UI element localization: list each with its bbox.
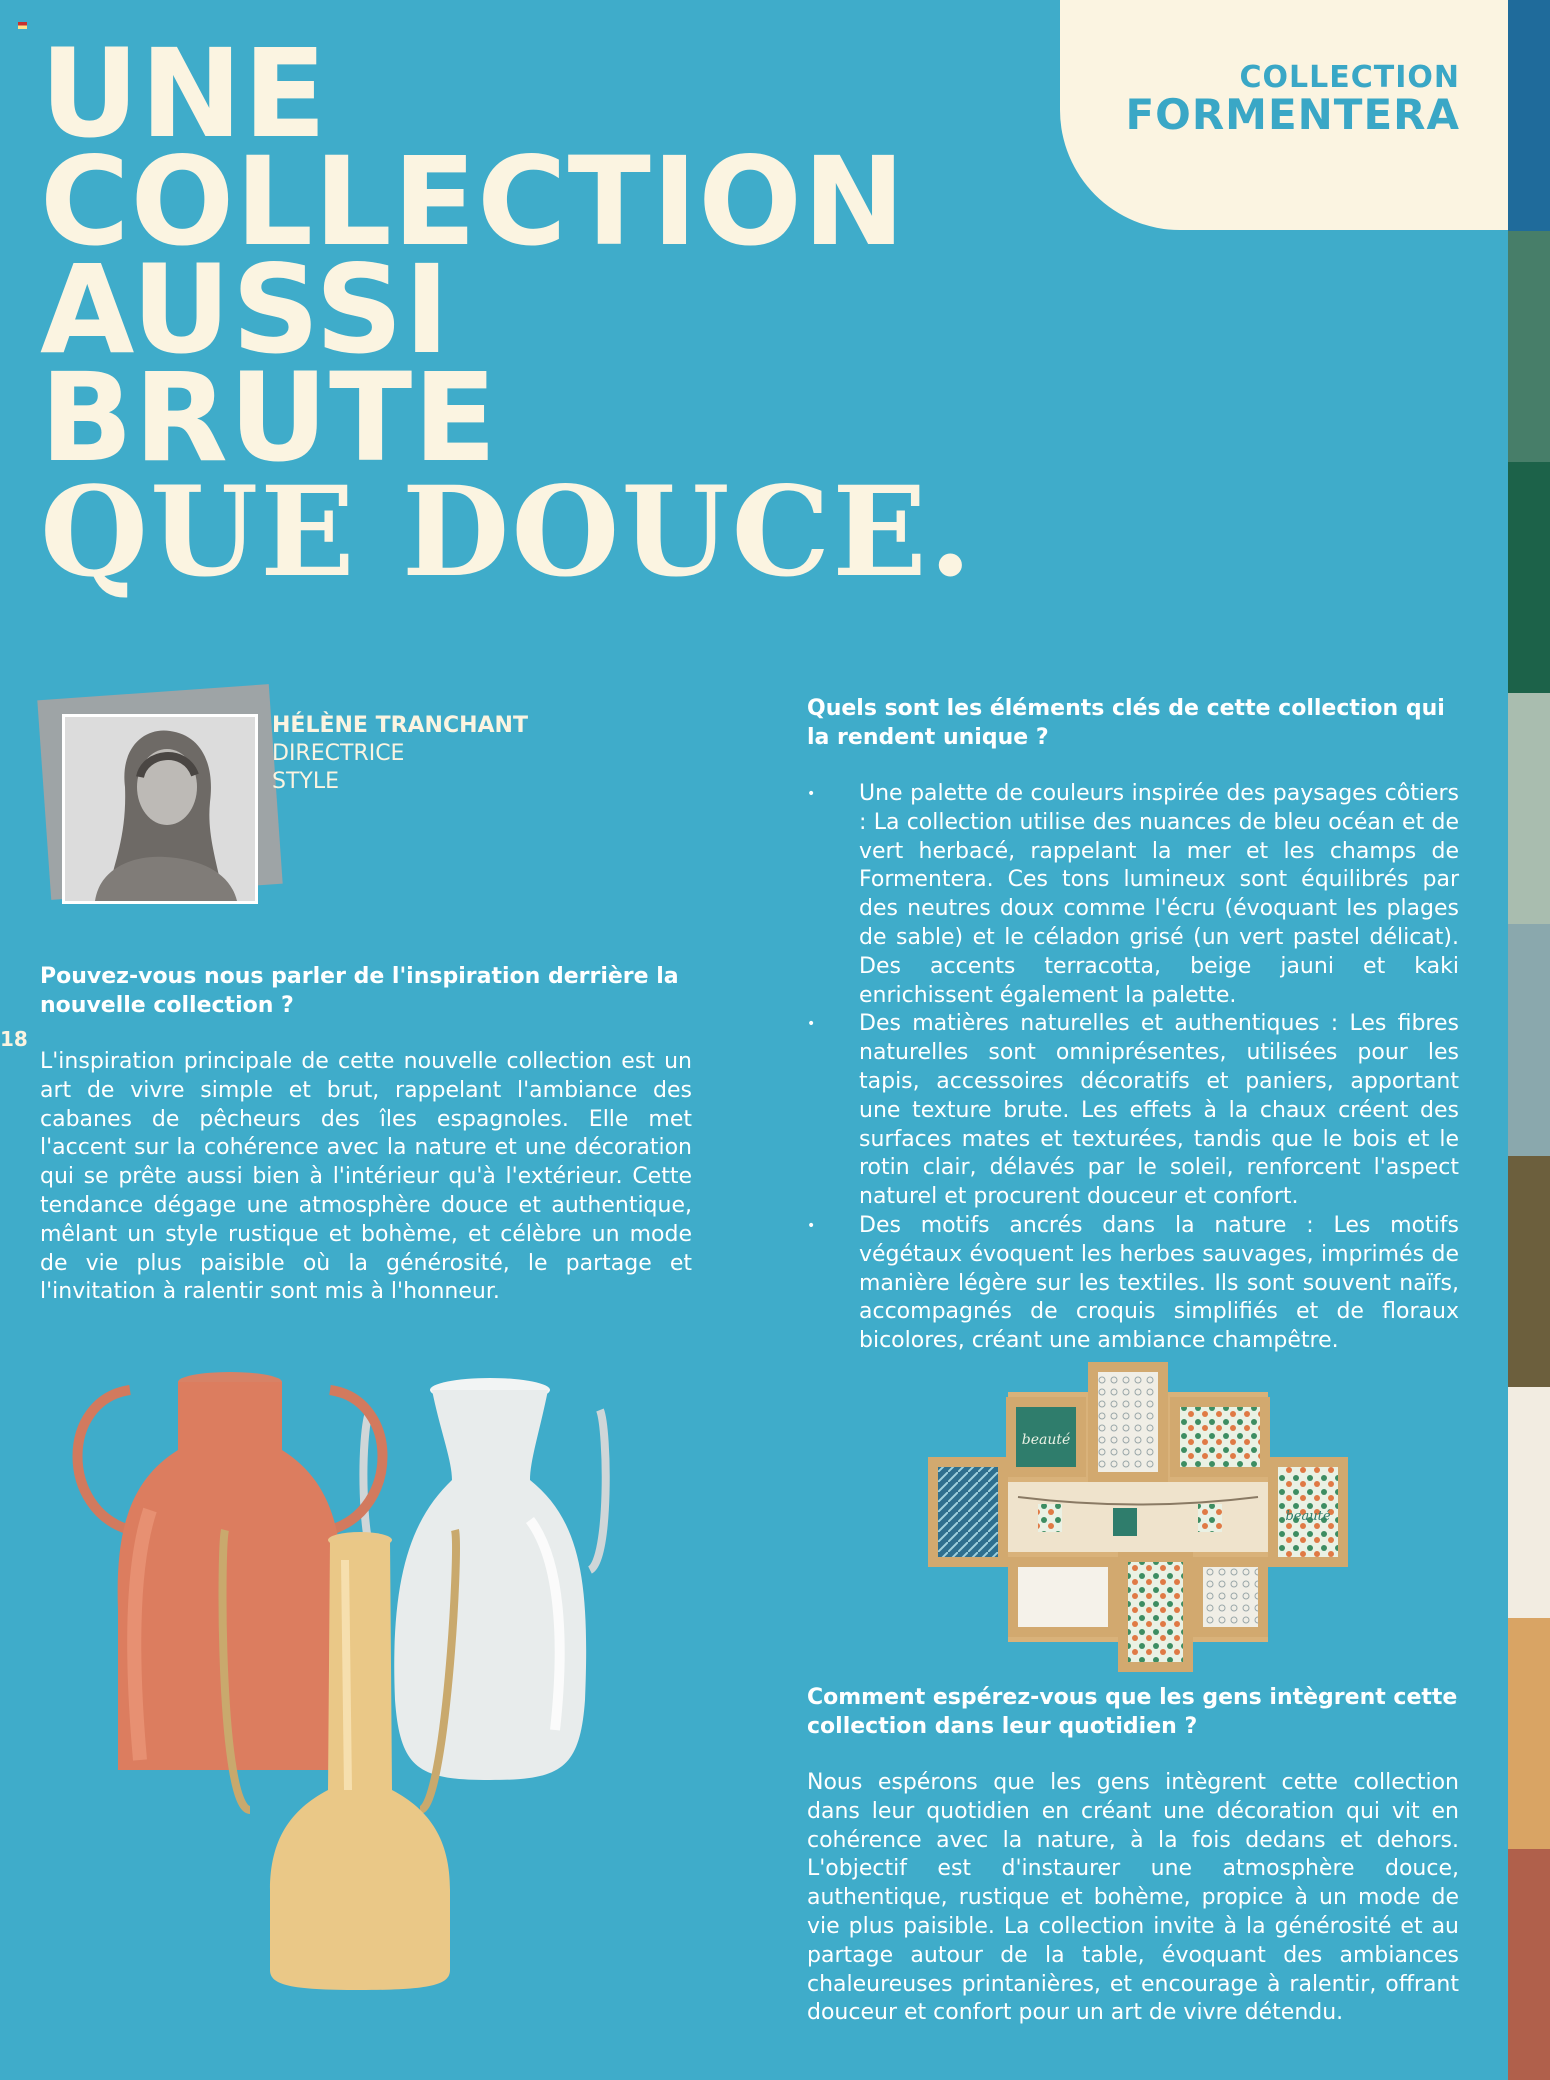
list-item: • Des matières naturelles et authentiques : Les fibres naturelles sont omniprésentes, utilisées pour les tapis, accessoires décoratifs et paniers, apportant une texture brute. Les effets à la chaux créent des surfaces mates et texturées, tandis que le bois et le rotin clair, délavés par le soleil, renforcent l'aspect naturel et procurent douceur et confort. [807, 1010, 1459, 1212]
frame-text: beauté [1021, 1432, 1071, 1448]
frame-text: beauté [1285, 1509, 1331, 1524]
page-number: 18 [0, 1027, 28, 1051]
collection-name: FORMENTERA [1125, 90, 1460, 139]
headline-line: BRUTE [40, 347, 498, 489]
person-name: HÉLÈNE TRANCHANT [272, 713, 528, 738]
color-swatch [1508, 1618, 1550, 1849]
qa-daily-life [807, 1683, 1459, 2028]
portrait-photo [62, 714, 258, 904]
color-swatch [1508, 1156, 1550, 1387]
color-swatch [1508, 693, 1550, 924]
person-info [272, 712, 528, 796]
person-title: DIRECTRICE [272, 741, 405, 766]
person-title: STYLE [272, 769, 339, 794]
color-swatch [1508, 0, 1550, 231]
color-swatch [1508, 462, 1550, 693]
qa-inspiration [40, 962, 692, 1307]
bullet-list [807, 780, 1459, 1356]
headline-last-line: QUE DOUCE. [40, 460, 974, 605]
color-swatch [1508, 1849, 1550, 2080]
color-strip [1508, 0, 1550, 2080]
photo-frame-image [928, 1362, 1358, 1672]
vases-image [60, 1370, 620, 1990]
portrait [40, 692, 280, 902]
headline-line: AUSSI [40, 239, 451, 381]
color-swatch [1508, 231, 1550, 462]
question: Pouvez-vous nous parler de l'inspiration derrière la nouvelle collection ? [40, 964, 679, 1018]
list-item: • Des motifs ancrés dans la nature : Les motifs végétaux évoquent les herbes sauvages, imprimés de manière légère sur les textiles. Ils sont souvent naïfs, accompagnés de croquis simplifiés et de floraux bicolores, créant une ambiance champêtre. [807, 1212, 1459, 1356]
headline-line: COLLECTION [40, 131, 907, 273]
answer: L'inspiration principale de cette nouvelle collection est un art de vivre simple et brut, rappelant l'ambiance des cabanes de pêcheurs des îles espagnoles. Elle met l'accent sur la cohérence avec la nature et une décoration qui se prête aussi bien à l'intérieur qu'à l'extérieur. Cette tendance dégage une atmosphère douce et authentique, mêlant un style rustique et bohème, et célèbre un mode de vie plus paisible où la générosité, le partage et l'invitation à ralentir sont mis à l'honneur. [40, 1049, 692, 1305]
collection-tab [1060, 0, 1508, 230]
headline [40, 23, 974, 605]
list-item: • Une palette de couleurs inspirée des paysages côtiers : La collection utilise des nuances de bleu océan et de vert herbacé, rappelant la mer et les champs de Formentera. Ces tons lumineux sont équilibrés par des neutres doux comme l'écru (évoquant les plages de sable) et le céladon grisé (un vert pastel délicat). Des accents terracotta, beige jauni et kaki enrichissent également la palette. [807, 780, 1459, 1010]
collection-label: COLLECTION [1239, 60, 1460, 95]
color-swatch [1508, 924, 1550, 1155]
color-swatch [1508, 1387, 1550, 1618]
question: Quels sont les éléments clés de cette collection qui la rendent unique ? [807, 696, 1445, 750]
question: Comment espérez-vous que les gens intègrent cette collection dans leur quotidien ? [807, 1685, 1458, 1739]
headline-line: UNE [40, 23, 328, 165]
qa-key-elements [807, 694, 1459, 1356]
flag-icon [18, 22, 27, 29]
answer: Nous espérons que les gens intègrent cette collection dans leur quotidien en créant une décoration qui vit en cohérence avec la nature, à la fois dedans et dehors. L'objectif est d'instaurer une atmosphère douce, authentique, rustique et bohème, propice à un mode de vie plus paisible. La collection invite à la générosité et au partage autour de la table, évoquant des ambiances chaleureuses printanières, et encourage à ralentir, offrant douceur et confort pour un art de vivre détendu. [807, 1770, 1459, 2026]
